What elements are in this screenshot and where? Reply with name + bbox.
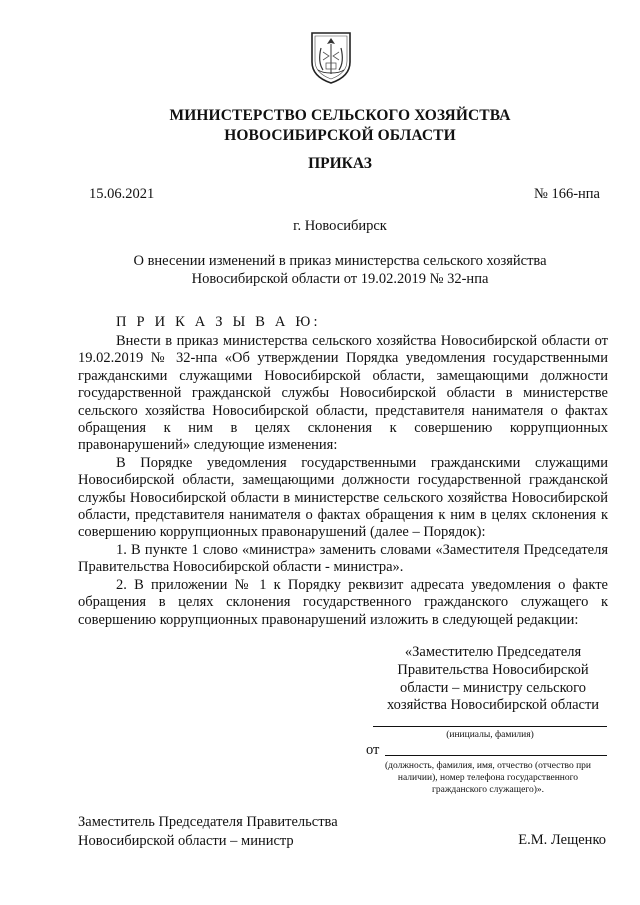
addressee-line-2: Правительства Новосибирской	[397, 661, 589, 678]
sender-hint	[366, 760, 610, 796]
signatory-name: Е.М. Лещенко	[518, 832, 606, 848]
coat-of-arms-icon	[309, 30, 353, 84]
from-label: от	[366, 742, 380, 758]
order-subject	[40, 252, 640, 288]
initials-underline	[373, 726, 607, 727]
sender-hint-line-3: гражданского служащего)».	[431, 785, 545, 795]
order-number: № 166-нпа	[534, 186, 600, 202]
signatory-position-line-1: Заместитель Председателя Правительства	[78, 814, 338, 830]
signatory-position	[78, 813, 338, 851]
document-type: ПРИКАЗ	[308, 155, 372, 172]
body-paragraph-2: В Порядке уведомления государственными гражданскими служащими Новосибирской области, замещающими должности государственной гражданской службы Новосибирской области в министерстве сельского хозяйства Новосибирской области, представителя нанимателя о фактах обращения к ним в целях склонения к совершению коррупционных правонарушений (далее – Порядок):	[78, 454, 608, 541]
addressee-line-1: «Заместителю Председателя	[404, 644, 582, 660]
addressee-line-3: области – министру сельского	[399, 679, 587, 696]
prikazyvayu-heading: П Р И К А З Ы В А Ю:	[116, 314, 321, 330]
order-body	[78, 333, 608, 629]
body-paragraph-4: 2. В приложении № 1 к Порядку реквизит адресата уведомления о факте обращения в целях склонения государственного гражданского служащего к совершению коррупционных правонарушений изложить в следующей редакции:	[78, 576, 608, 628]
ministry-line-1: МИНИСТЕРСТВО СЕЛЬСКОГО ХОЗЯЙСТВА	[169, 107, 511, 124]
order-city: г. Новосибирск	[293, 218, 387, 234]
order-date: 15.06.2021	[89, 186, 155, 202]
ministry-line-2: НОВОСИБИРСКОЙ ОБЛАСТИ	[224, 127, 456, 144]
signatory-position-line-2: Новосибирской области – министр	[78, 833, 294, 849]
body-paragraph-3: 1. В пункте 1 слово «министра» заменить словами «Заместителя Председателя Правительства Новосибирской области - министра».	[78, 541, 608, 576]
sender-hint-line-2: наличии), номер телефона государственного	[397, 773, 579, 783]
addressee-block	[380, 644, 606, 715]
subject-line-2: Новосибирской области от 19.02.2019 № 32-нпа	[191, 271, 489, 287]
addressee-line-4: хозяйства Новосибирской области	[386, 697, 600, 714]
sender-hint-line-1: (должность, фамилия, имя, отчество (отчество при	[385, 761, 591, 771]
body-paragraph-1: Внести в приказ министерства сельского хозяйства Новосибирской области от 19.02.2019 № 32-нпа «Об утверждении Порядка уведомления государственными гражданскими служащими Новосибирской области, замещающими должности государственной гражданской службы Новосибирской области в министерстве сельского хозяйства Новосибирской области, представителя нанимателя о фактах обращения к ним в целях склонения к совершению коррупционных правонарушений» следующие изменения:	[78, 333, 608, 454]
subject-line-1: О внесении изменений в приказ министерства сельского хозяйства	[133, 253, 547, 269]
sender-underline	[385, 755, 607, 756]
initials-hint: (инициалы, фамилия)	[446, 730, 534, 740]
ministry-name	[40, 106, 640, 146]
